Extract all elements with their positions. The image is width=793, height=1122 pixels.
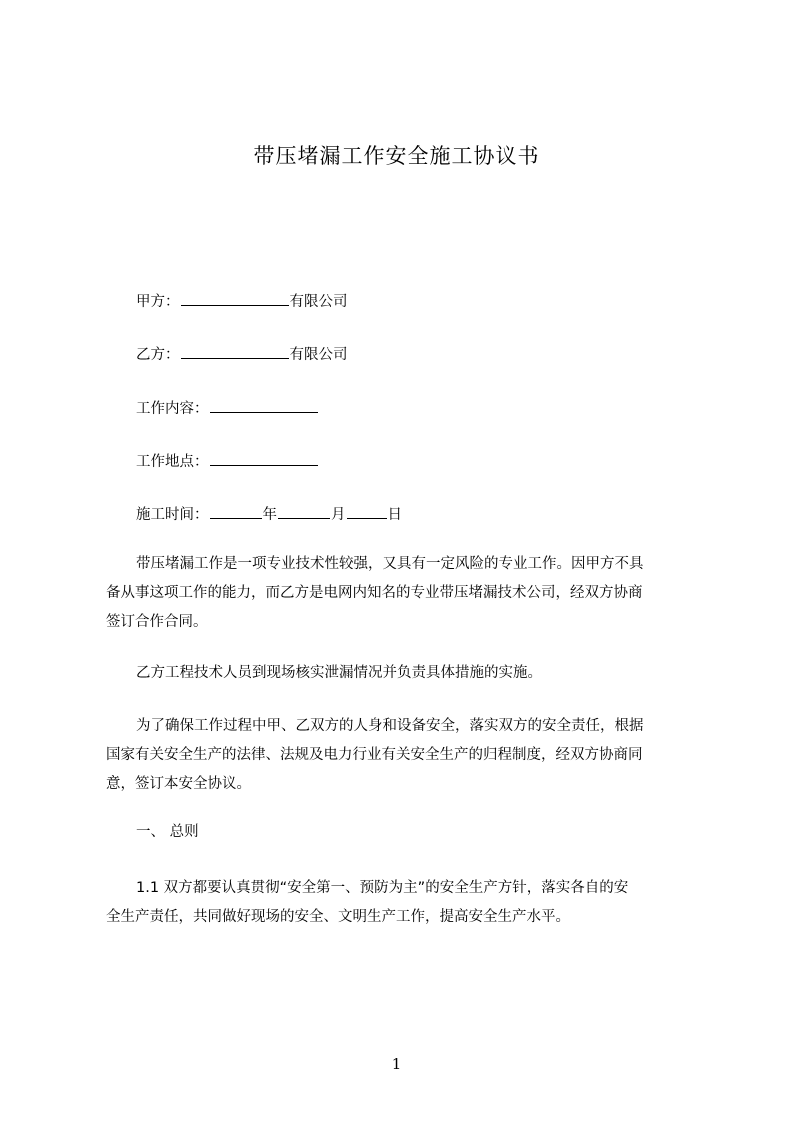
construction-time-label: 施工时间： bbox=[136, 507, 209, 523]
party-a-label: 甲方： bbox=[136, 294, 180, 310]
party-b-blank bbox=[181, 344, 289, 359]
work-content-label: 工作内容： bbox=[136, 401, 209, 417]
party-a-suffix: 有限公司 bbox=[289, 294, 348, 310]
day-blank bbox=[347, 504, 387, 519]
document-title: 带压堵漏工作安全施工协议书 bbox=[253, 144, 540, 168]
year-blank bbox=[210, 504, 262, 519]
clause-1-1 bbox=[106, 874, 700, 932]
party-b-label: 乙方： bbox=[136, 347, 180, 363]
work-location-blank bbox=[210, 451, 318, 466]
section-heading-general: 一、 总则 bbox=[136, 824, 199, 840]
paragraph-intro-row: 签订合作合同。 bbox=[106, 614, 208, 630]
paragraph-intro-row: 带压堵漏工作是一项专业技术性较强，又具有一定风险的专业工作。因甲方不具 bbox=[136, 556, 644, 572]
party-a-blank bbox=[181, 291, 289, 306]
paragraph-intro-row: 备从事这项工作的能力，而乙方是电网内知名的专业带压堵漏技术公司，经双方协商 bbox=[106, 585, 643, 601]
paragraph-purpose bbox=[106, 712, 700, 799]
work-location-line bbox=[136, 451, 319, 472]
paragraph-purpose-row: 为了确保工作过程中甲、乙双方的人身和设备安全，落实双方的安全责任，根据 bbox=[136, 718, 644, 734]
paragraph-intro bbox=[106, 550, 700, 637]
paragraph-purpose-row: 国家有关安全生产的法律、法规及电力行业有关安全生产的归程制度，经双方协商同 bbox=[106, 747, 643, 763]
month-label: 月 bbox=[331, 507, 346, 523]
party-b-line bbox=[136, 344, 348, 365]
year-label: 年 bbox=[262, 507, 277, 523]
party-a-line bbox=[136, 291, 348, 312]
day-label: 日 bbox=[387, 507, 402, 523]
work-content-line bbox=[136, 398, 319, 419]
clause-1-1-row: 全生产责任，共同做好现场的安全、文明生产工作，提高安全生产水平。 bbox=[106, 909, 570, 925]
month-blank bbox=[278, 504, 330, 519]
work-content-blank bbox=[210, 398, 318, 413]
paragraph-engineers bbox=[136, 659, 730, 688]
paragraph-purpose-row: 意，签订本安全协议。 bbox=[106, 776, 251, 792]
construction-time-line bbox=[136, 504, 402, 525]
work-location-label: 工作地点： bbox=[136, 454, 209, 470]
paragraph-engineers-row: 乙方工程技术人员到现场核实泄漏情况并负责具体措施的实施。 bbox=[136, 665, 542, 681]
page-number: 1 bbox=[391, 1055, 402, 1073]
clause-1-1-row: 1.1 双方都要认真贯彻“安全第一、预防为主”的安全生产方针，落实各自的安 bbox=[136, 880, 629, 896]
party-b-suffix: 有限公司 bbox=[289, 347, 348, 363]
